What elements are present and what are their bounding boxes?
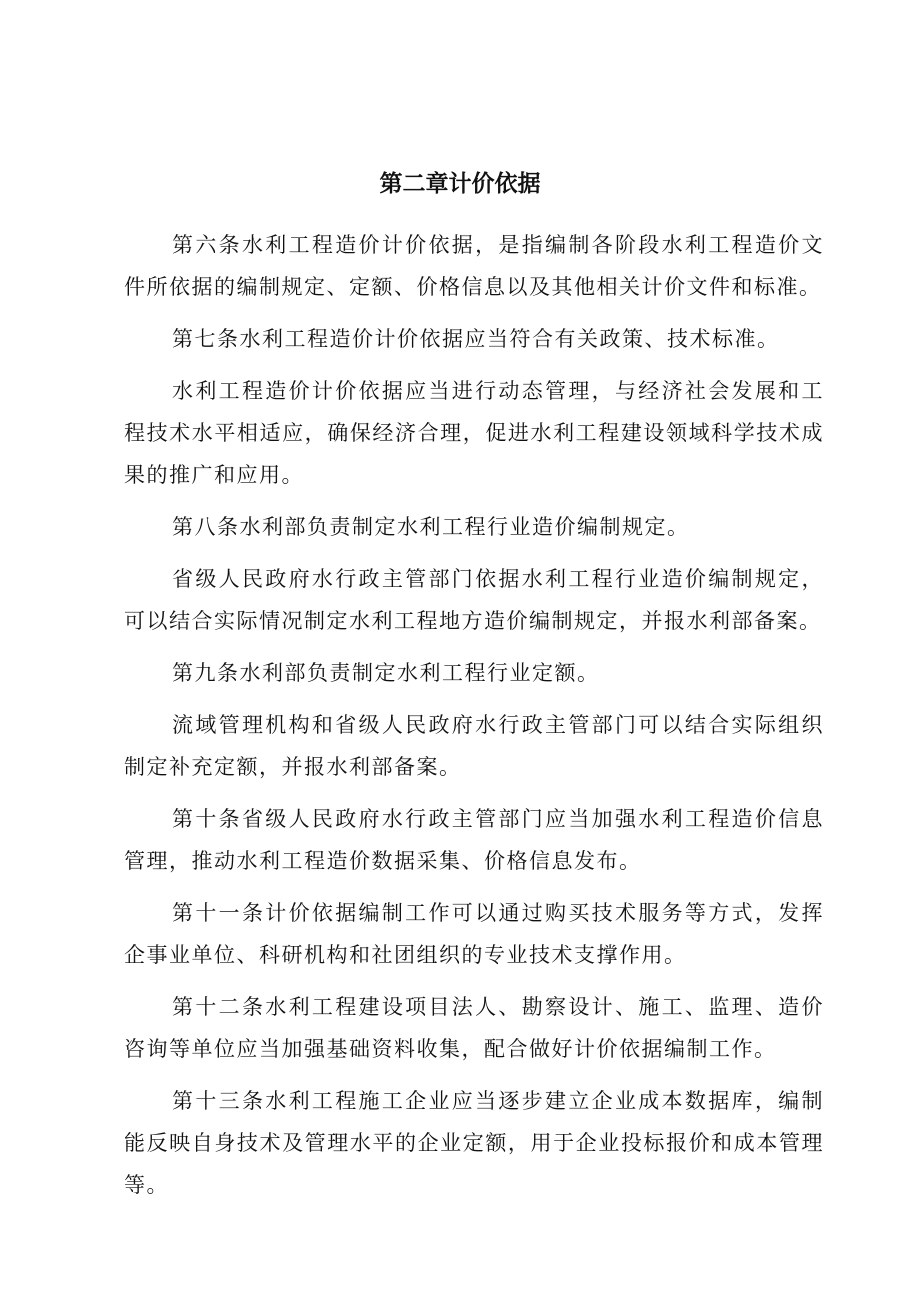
- article-9-clause-2: 流域管理机构和省级人民政府水行政主管部门可以结合实际组织制定补充定额，并报水利部备案。: [124, 713, 824, 779]
- article-7: 第七条水利工程造价计价依据应当符合有关政策、技术标准。: [172, 327, 780, 351]
- article-9: 第九条水利部负责制定水利工程行业定额。: [172, 661, 600, 685]
- article-6: 第六条水利工程造价计价依据，是指编制各阶段水利工程造价文件所依据的编制规定、定额、价格信息以及其他相关计价文件和标准。: [124, 233, 824, 299]
- article-10: 第十条省级人民政府水行政主管部门应当加强水利工程造价信息管理，推动水利工程造价数据采集、价格信息发布。: [124, 807, 824, 873]
- article-8: 第八条水利部负责制定水利工程行业造价编制规定。: [172, 515, 690, 539]
- chapter-title: 第二章计价依据: [379, 171, 541, 197]
- article-7-clause-2: 水利工程造价计价依据应当进行动态管理，与经济社会发展和工程技术水平相适应，确保经济合理，促进水利工程建设领域科学技术成果的推广和应用。: [124, 379, 824, 487]
- chapter-body: [124, 224, 824, 1206]
- article-8-clause-2: 省级人民政府水行政主管部门依据水利工程行业造价编制规定，可以结合实际情况制定水利工程地方造价编制规定，并报水利部备案。: [124, 567, 824, 633]
- article-11: 第十一条计价依据编制工作可以通过购买技术服务等方式，发挥企事业单位、科研机构和社团组织的专业技术支撑作用。: [124, 901, 824, 967]
- article-13: 第十三条水利工程施工企业应当逐步建立企业成本数据库，编制能反映自身技术及管理水平的企业定额，用于企业投标报价和成本管理等。: [124, 1089, 824, 1197]
- article-12: 第十二条水利工程建设项目法人、勘察设计、施工、监理、造价咨询等单位应当加强基础资料收集，配合做好计价依据编制工作。: [124, 995, 824, 1061]
